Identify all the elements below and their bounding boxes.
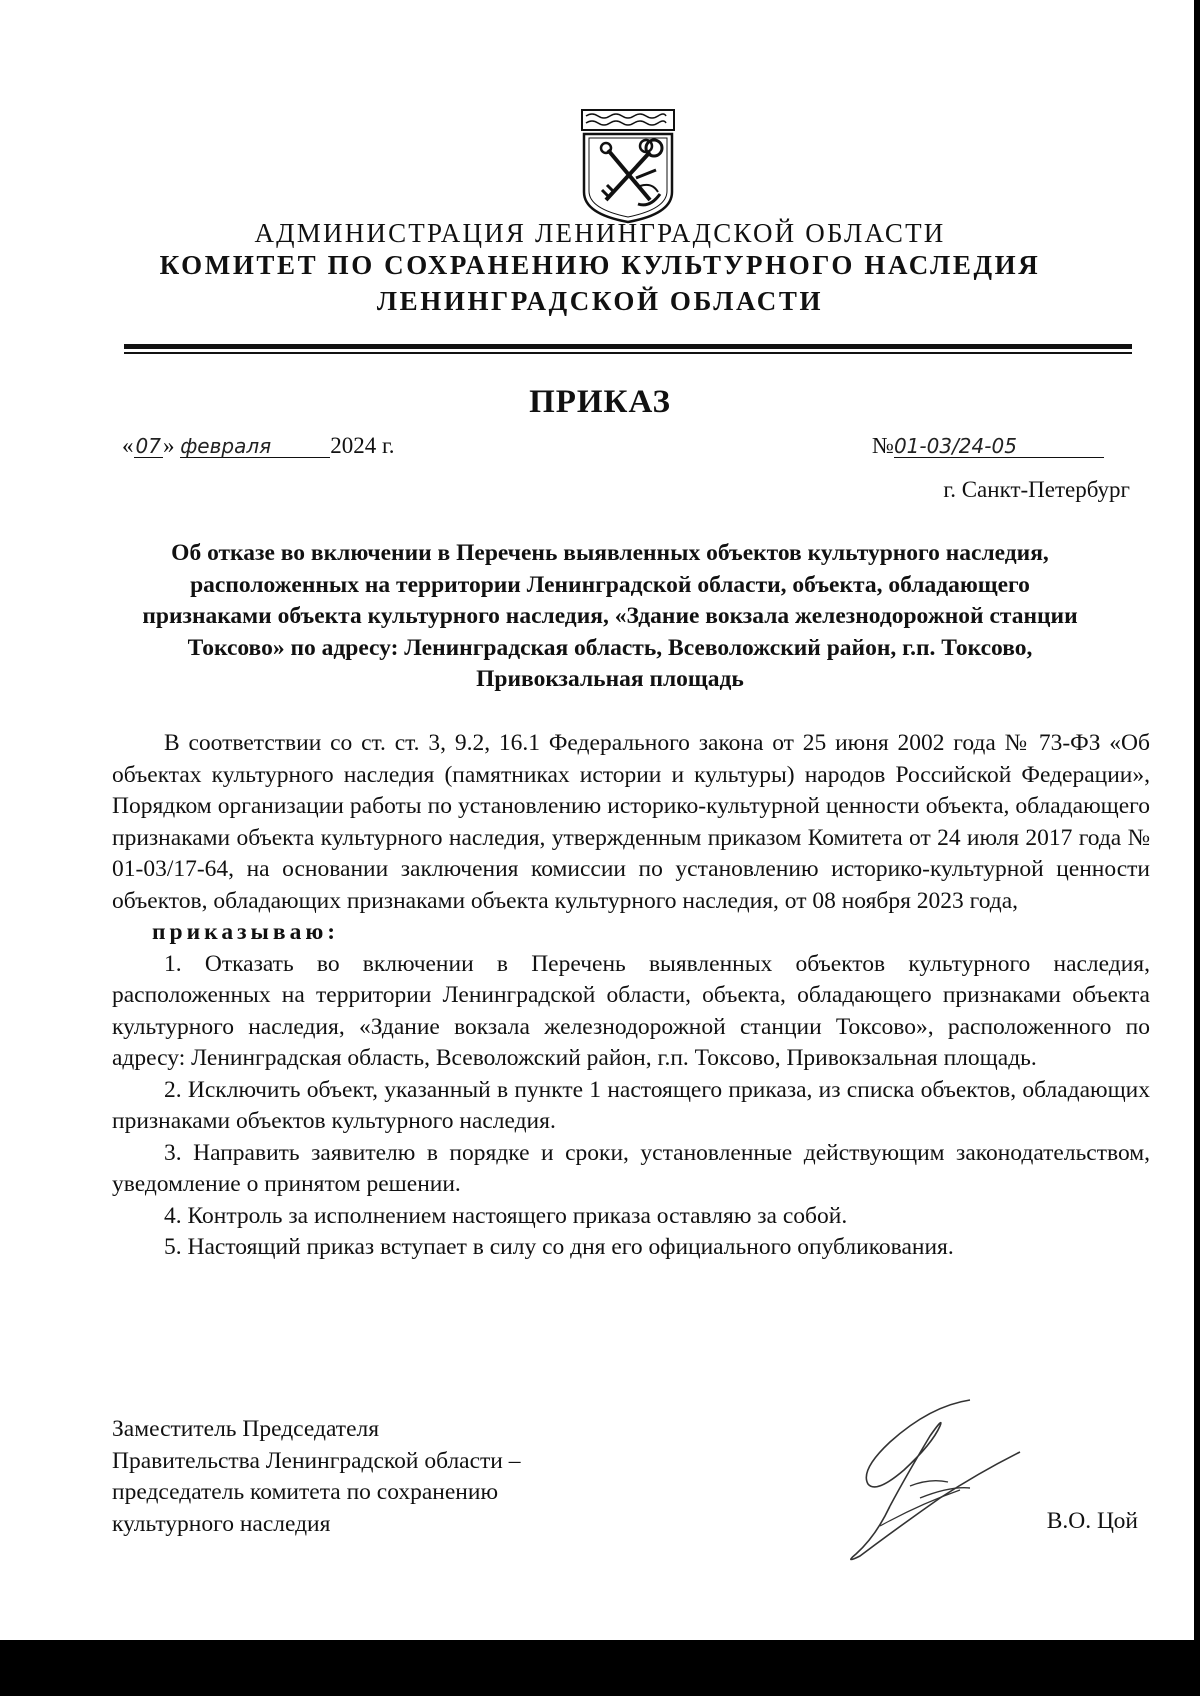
order-number [872,433,1104,459]
city: г. Санкт-Петербург [943,477,1130,502]
signatory-position [112,1414,521,1540]
number-prefix: № [872,433,894,458]
date-day: 07 [135,434,161,458]
org-line-1: АДМИНИСТРАЦИЯ ЛЕНИНГРАДСКОЙ ОБЛАСТИ [254,218,946,248]
order-word: приказываю: [152,919,340,945]
order-item: 5. Настоящий приказ вступает в силу со дня его официального опубликования. [164,1234,954,1260]
coat-of-arms-icon [578,108,678,224]
org-line-2: КОМИТЕТ ПО СОХРАНЕНИЮ КУЛЬТУРНОГО НАСЛЕДИЯ [159,250,1041,280]
order-item: 1. Отказать во включении в Перечень выявленных объектов культурного наследия, расположенных на территории Ленинградской области, объекта, обладающего признаками объекта культурного наследия, «Здание вокзала железнодорожной станции Токсово», расположенного по адресу: Ленинградская область, Всеволожский район, г.п. Токсово, Привокзальная площадь. [112,950,1150,1071]
signatory-name: В.О. Цой [1046,1508,1138,1534]
order-item: 2. Исключить объект, указанный в пункте 1 настоящего приказа, из списка объектов, обладающих признаками объектов культурного наследия. [112,1076,1150,1134]
position-line: председатель комитета по сохранению [112,1479,499,1505]
date-month: февраля [180,435,330,458]
position-line: культурного наследия [112,1510,331,1537]
preamble: В соответствии со ст. ст. 3, 9.2, 16.1 Федерального закона от 25 июня 2002 года № 73-ФЗ «Об объектах культурного наследия (памятниках истории и культуры) народов Российской Федерации», Порядком организации работы по установлению историко-культурной ценности объекта, обладающего признаками объекта культурного наследия, утвержденным приказом Комитета от 24 июля 2017 года № 01-03/17-64, на основании заключения комиссии по установлению историко-культурной ценности объектов, обладающих признаками объекта культурного наследия, от 08 ноября 2023 года, [112,730,1150,914]
org-line-3: ЛЕНИНГРАДСКОЙ ОБЛАСТИ [376,286,824,316]
order-date [122,433,395,459]
date-open-quote: « [122,433,134,458]
position-line: Правительства Ленинградской области – [112,1447,521,1474]
scan-bottom-band [0,1640,1200,1696]
document-type: ПРИКАЗ [529,384,671,420]
order-body [112,728,1150,1264]
order-title: Об отказе во включении в Перечень выявленных объектов культурного наследия, расположенных на территории Ленинградской области, объекта, обладающего признаками объекта культурного наследия, «Здание вокзала железнодорожной станции Токсово» по адресу: Ленинградская область, Всеволожский район, г.п. Токсово, Привокзальная площадь [142,540,1078,692]
signature-image [820,1386,1050,1576]
header-rule-thick [124,344,1132,349]
date-close-quote: » [162,433,175,458]
header-rule-thin [124,352,1132,354]
date-year: 2024 г. [330,433,395,458]
position-line: Заместитель Председателя [112,1416,380,1442]
order-item: 3. Направить заявителю в порядке и сроки, установленные действующим законодательством, уведомление о принятом решении. [112,1139,1150,1197]
number-value: 01-03/24-05 [894,435,1104,458]
order-item: 4. Контроль за исполнением настоящего приказа оставляю за собой. [164,1202,848,1229]
